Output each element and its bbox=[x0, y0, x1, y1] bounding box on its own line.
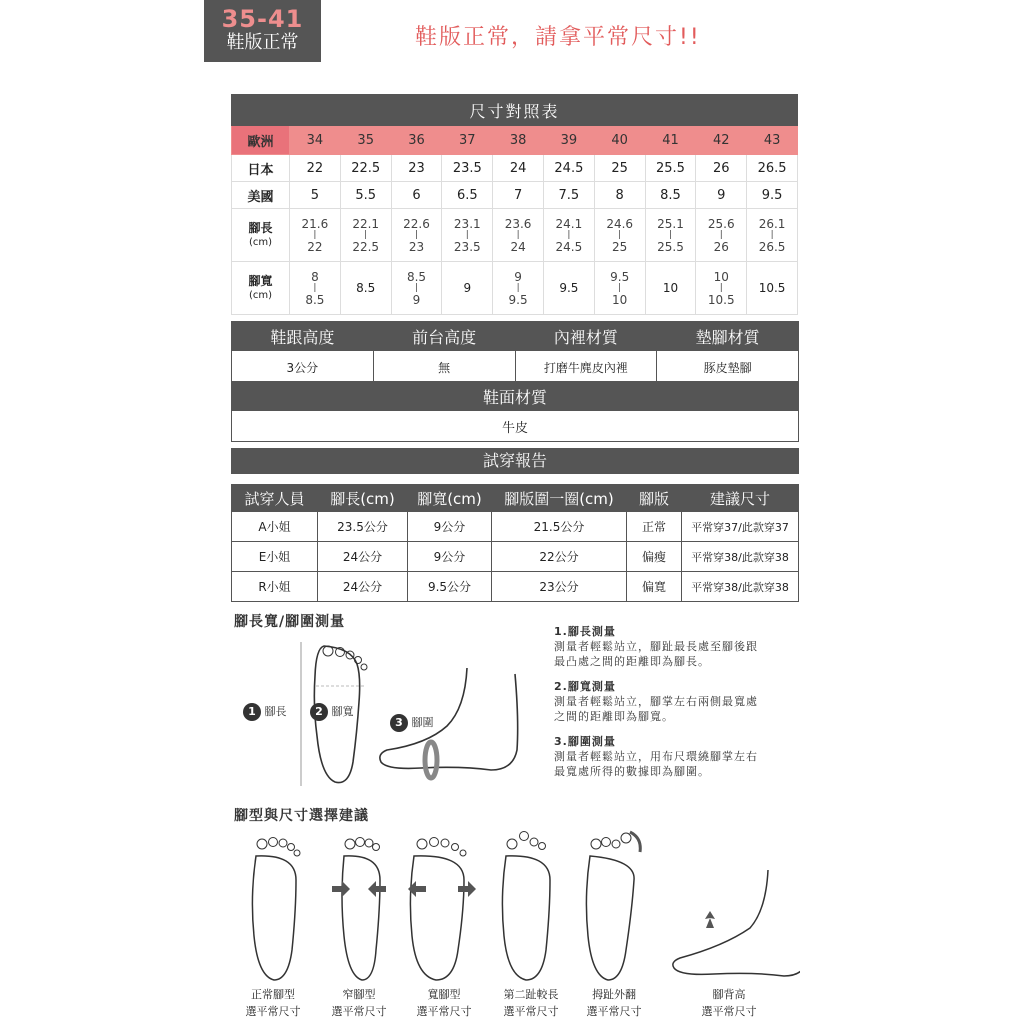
label-width: 2 腳寬 bbox=[310, 703, 354, 721]
trial-report-title: 試穿報告 bbox=[231, 448, 799, 474]
size-cell: 8.5 bbox=[645, 182, 696, 209]
size-range-cell: 10 | 10.5 bbox=[696, 262, 747, 315]
size-advice: 平常穿38/此款穿38 bbox=[682, 572, 799, 602]
step-length: 1.腳長測量 測量者輕鬆站立，腳趾最長處至腳後跟 最凸處之間的距離即為腳長。 bbox=[554, 625, 758, 668]
foot-type: 偏瘦 bbox=[627, 542, 682, 572]
size-cell: 23.5 bbox=[442, 155, 493, 182]
foot-girth: 21.5公分 bbox=[492, 512, 627, 542]
foot-type-wide: 寬腳型 選平常尺寸 bbox=[416, 988, 472, 1018]
tester-name: R小姐 bbox=[232, 572, 318, 602]
jp-size-row bbox=[232, 155, 798, 182]
size-advice: 平常穿37/此款穿37 bbox=[682, 512, 799, 542]
table-row bbox=[232, 542, 799, 572]
size-range-cell: 24.1 | 24.5 bbox=[543, 209, 594, 262]
size-range-badge bbox=[204, 0, 321, 62]
size-range-cell: 23.6 | 24 bbox=[493, 209, 544, 262]
size-cell: 25.5 bbox=[645, 155, 696, 182]
size-cell: 7 bbox=[493, 182, 544, 209]
size-cell: 38 bbox=[493, 126, 544, 155]
foot-length: 24公分 bbox=[318, 572, 408, 602]
size-cell: 6.5 bbox=[442, 182, 493, 209]
row-label: 歐洲 bbox=[232, 126, 290, 155]
platform-height-value: 無 bbox=[373, 351, 515, 384]
size-range-cell: 24.6 | 25 bbox=[594, 209, 645, 262]
size-cell: 26 bbox=[696, 155, 747, 182]
size-cell: 9.5 bbox=[747, 182, 798, 209]
num-3-badge: 3 bbox=[390, 714, 408, 732]
row-label: 腳長 (cm) bbox=[232, 209, 290, 262]
us-size-row bbox=[232, 182, 798, 209]
wide-foot-icon bbox=[408, 838, 476, 981]
size-cell: 36 bbox=[391, 126, 442, 155]
foot-length: 24公分 bbox=[318, 542, 408, 572]
foot-length-row bbox=[232, 209, 798, 262]
fit-label: 鞋版正常 bbox=[226, 32, 299, 53]
foot-shape-title: 腳型與尺寸選擇建議 bbox=[234, 808, 369, 824]
num-2-badge: 2 bbox=[310, 703, 328, 721]
upper-material-table bbox=[231, 381, 799, 442]
tester-name: A小姐 bbox=[232, 512, 318, 542]
size-cell: 39 bbox=[543, 126, 594, 155]
size-cell: 9 bbox=[696, 182, 747, 209]
material-header: 前台高度 bbox=[373, 322, 515, 351]
lining-value: 打磨牛麂皮內裡 bbox=[515, 351, 657, 384]
size-range-cell: 9.5 | 10 bbox=[594, 262, 645, 315]
size-range-cell: 9 | 9.5 bbox=[493, 262, 544, 315]
foot-type: 正常 bbox=[627, 512, 682, 542]
foot-girth: 23公分 bbox=[492, 572, 627, 602]
size-range-cell: 9.5 bbox=[543, 262, 594, 315]
heel-height-value: 3公分 bbox=[232, 351, 374, 384]
size-cell: 22.5 bbox=[340, 155, 391, 182]
foot-type-high-instep: 腳背高 選平常尺寸 bbox=[701, 988, 757, 1018]
size-range-cell: 26.1 | 26.5 bbox=[747, 209, 798, 262]
size-cell: 7.5 bbox=[543, 182, 594, 209]
size-range-cell: 22.1 | 22.5 bbox=[340, 209, 391, 262]
table-row bbox=[232, 512, 799, 542]
size-chart-table bbox=[231, 94, 798, 315]
foot-type: 偏寬 bbox=[627, 572, 682, 602]
normal-foot-icon bbox=[252, 838, 300, 981]
foot-type-bunion: 拇趾外翻 選平常尺寸 bbox=[586, 988, 642, 1018]
foot-type-long-second-toe: 第二趾較長 選平常尺寸 bbox=[503, 988, 559, 1018]
tester-name: E小姐 bbox=[232, 542, 318, 572]
size-range-cell: 25.6 | 26 bbox=[696, 209, 747, 262]
headline: 鞋版正常，請拿平常尺寸!! bbox=[415, 25, 701, 50]
row-label: 腳寬 (cm) bbox=[232, 262, 290, 315]
trial-header: 建議尺寸 bbox=[682, 485, 799, 512]
label-length: 1 腳長 bbox=[243, 703, 287, 721]
foot-side-illustration bbox=[375, 660, 535, 785]
bunion-foot-icon bbox=[586, 832, 640, 980]
size-cell: 5.5 bbox=[340, 182, 391, 209]
row-label: 日本 bbox=[232, 155, 290, 182]
foot-width: 9公分 bbox=[408, 542, 492, 572]
size-cell: 8 bbox=[594, 182, 645, 209]
tape-loop bbox=[425, 742, 437, 778]
foot-shapes-illustration bbox=[230, 826, 800, 981]
foot-width: 9公分 bbox=[408, 512, 492, 542]
size-range-cell: 8 | 8.5 bbox=[290, 262, 341, 315]
size-range-cell: 25.1 | 25.5 bbox=[645, 209, 696, 262]
size-range-cell: 23.1 | 23.5 bbox=[442, 209, 493, 262]
row-label: 美國 bbox=[232, 182, 290, 209]
trial-header: 腳長(cm) bbox=[318, 485, 408, 512]
size-cell: 37 bbox=[442, 126, 493, 155]
trial-header: 腳版圍一圈(cm) bbox=[492, 485, 627, 512]
size-range-cell: 21.6 | 22 bbox=[290, 209, 341, 262]
size-cell: 26.5 bbox=[747, 155, 798, 182]
foot-width: 9.5公分 bbox=[408, 572, 492, 602]
size-range-cell: 8.5 | 9 bbox=[391, 262, 442, 315]
size-range-cell: 8.5 bbox=[340, 262, 391, 315]
material-header: 內裡材質 bbox=[515, 322, 657, 351]
size-range-cell: 10.5 bbox=[747, 262, 798, 315]
materials-table bbox=[231, 321, 799, 384]
trial-header: 腳版 bbox=[627, 485, 682, 512]
material-header: 墊腳材質 bbox=[657, 322, 799, 351]
upper-material-header: 鞋面材質 bbox=[232, 382, 799, 411]
foot-width-row bbox=[232, 262, 798, 315]
size-cell: 35 bbox=[340, 126, 391, 155]
size-cell: 41 bbox=[645, 126, 696, 155]
foot-girth: 22公分 bbox=[492, 542, 627, 572]
size-cell: 24 bbox=[493, 155, 544, 182]
trial-header: 試穿人員 bbox=[232, 485, 318, 512]
size-range-cell: 10 bbox=[645, 262, 696, 315]
insole-value: 豚皮墊腳 bbox=[657, 351, 799, 384]
size-cell: 43 bbox=[747, 126, 798, 155]
size-cell: 23 bbox=[391, 155, 442, 182]
size-cell: 6 bbox=[391, 182, 442, 209]
size-range: 35-41 bbox=[221, 5, 304, 33]
num-1-badge: 1 bbox=[243, 703, 261, 721]
size-cell: 34 bbox=[290, 126, 341, 155]
size-chart-title: 尺寸對照表 bbox=[232, 95, 798, 126]
long-second-toe-icon bbox=[502, 832, 550, 981]
size-cell: 5 bbox=[290, 182, 341, 209]
foot-type-normal: 正常腳型 選平常尺寸 bbox=[245, 988, 301, 1018]
table-row bbox=[232, 572, 799, 602]
label-girth: 3 腳圍 bbox=[390, 714, 434, 732]
size-advice: 平常穿38/此款穿38 bbox=[682, 542, 799, 572]
foot-type-narrow: 窄腳型 選平常尺寸 bbox=[331, 988, 387, 1018]
narrow-foot-icon bbox=[332, 838, 386, 981]
material-header: 鞋跟高度 bbox=[232, 322, 374, 351]
upper-material-value: 牛皮 bbox=[232, 411, 799, 442]
step-width: 2.腳寬測量 測量者輕鬆站立，腳掌左右兩側最寬處 之間的距離即為腳寬。 bbox=[554, 680, 758, 723]
high-instep-icon bbox=[673, 870, 800, 976]
trial-header: 腳寬(cm) bbox=[408, 485, 492, 512]
size-range-cell: 9 bbox=[442, 262, 493, 315]
trial-report-table bbox=[231, 484, 799, 602]
measurement-title: 腳長寬/腳圍測量 bbox=[234, 614, 346, 630]
step-girth: 3.腳圍測量 測量者輕鬆站立，用布尺環繞腳掌左右 最寬處所得的數據即為腳圍。 bbox=[554, 735, 758, 778]
foot-length: 23.5公分 bbox=[318, 512, 408, 542]
size-range-cell: 22.6 | 23 bbox=[391, 209, 442, 262]
size-cell: 42 bbox=[696, 126, 747, 155]
size-cell: 40 bbox=[594, 126, 645, 155]
size-cell: 25 bbox=[594, 155, 645, 182]
size-cell: 22 bbox=[290, 155, 341, 182]
size-cell: 24.5 bbox=[543, 155, 594, 182]
eu-size-row bbox=[232, 126, 798, 155]
